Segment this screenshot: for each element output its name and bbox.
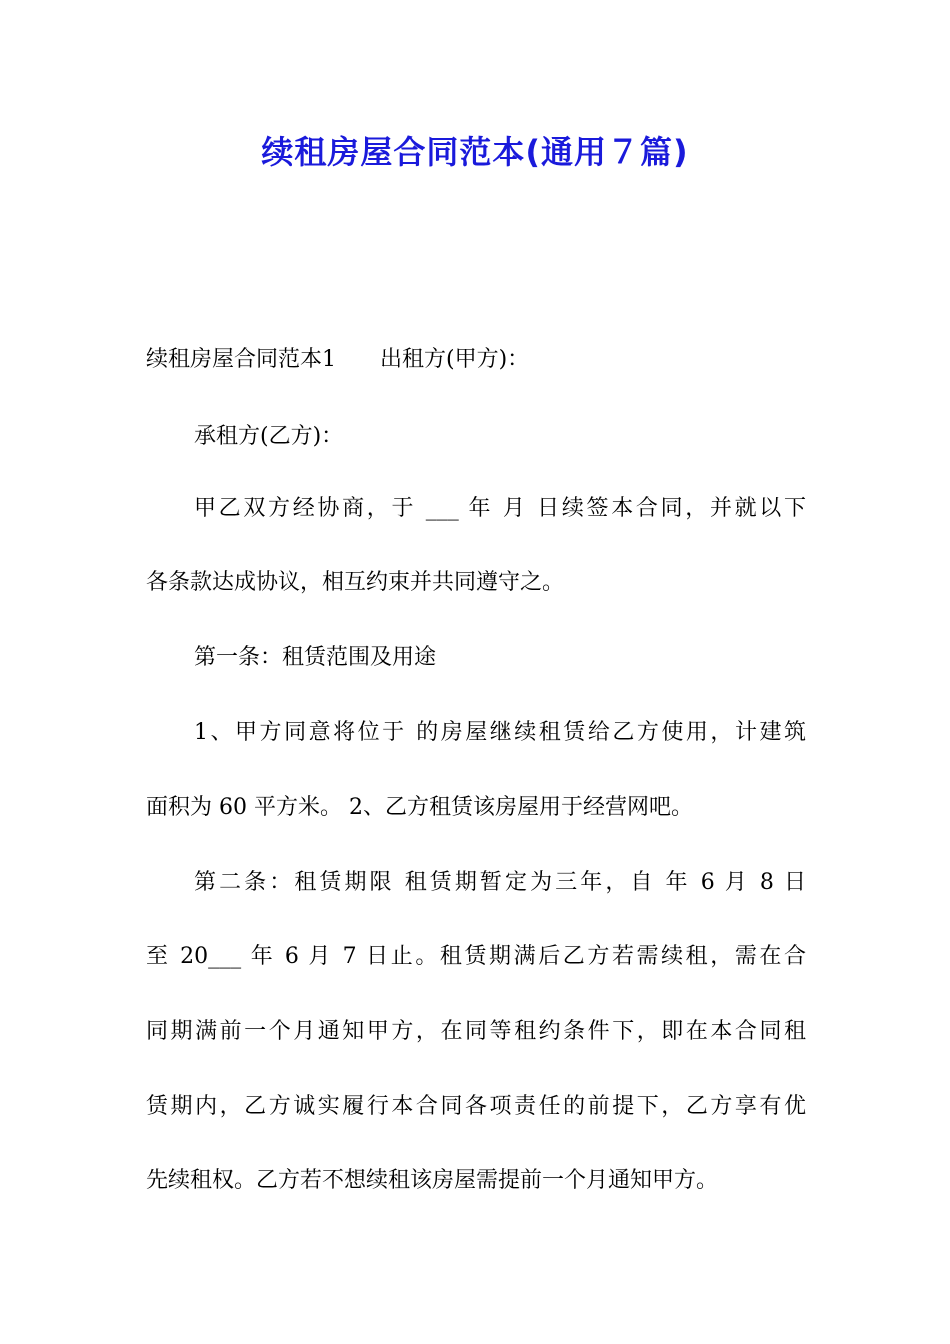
text-line-8: 第二条：租赁期限 租赁期暂定为三年，自 年 6 月 8 日 bbox=[194, 870, 806, 895]
text-line-3: 甲乙双方经协商，于 ___ 年 月 日续签本合同，并就以下 bbox=[194, 496, 806, 521]
text-line-1: 续租房屋合同范本1 出租方(甲方)： bbox=[146, 347, 530, 372]
text-line-4: 各条款达成协议，相互约束并共同遵守之。 bbox=[146, 570, 565, 595]
text-line-2: 承租方(乙方)： bbox=[194, 424, 344, 449]
text-line-9: 至 20___ 年 6 月 7 日止。租赁期满后乙方若需续租，需在合 bbox=[146, 944, 806, 969]
text-line-12: 先续租权。乙方若不想续租该房屋需提前一个月通知甲方。 bbox=[146, 1168, 719, 1193]
text-line-7: 面积为 60 平方米。 2、乙方租赁该房屋用于经营网吧。 bbox=[146, 795, 693, 820]
text-line-10: 同期满前一个月通知甲方，在同等租约条件下，即在本合同租 bbox=[146, 1019, 806, 1044]
document-title: 续租房屋合同范本(通用７篇) bbox=[261, 133, 689, 171]
text-line-5: 第一条：租赁范围及用途 bbox=[194, 645, 437, 670]
text-line-6: 1、甲方同意将位于 的房屋继续租赁给乙方使用，计建筑 bbox=[194, 720, 806, 745]
text-line-11: 赁期内，乙方诚实履行本合同各项责任的前提下，乙方享有优 bbox=[146, 1094, 806, 1119]
